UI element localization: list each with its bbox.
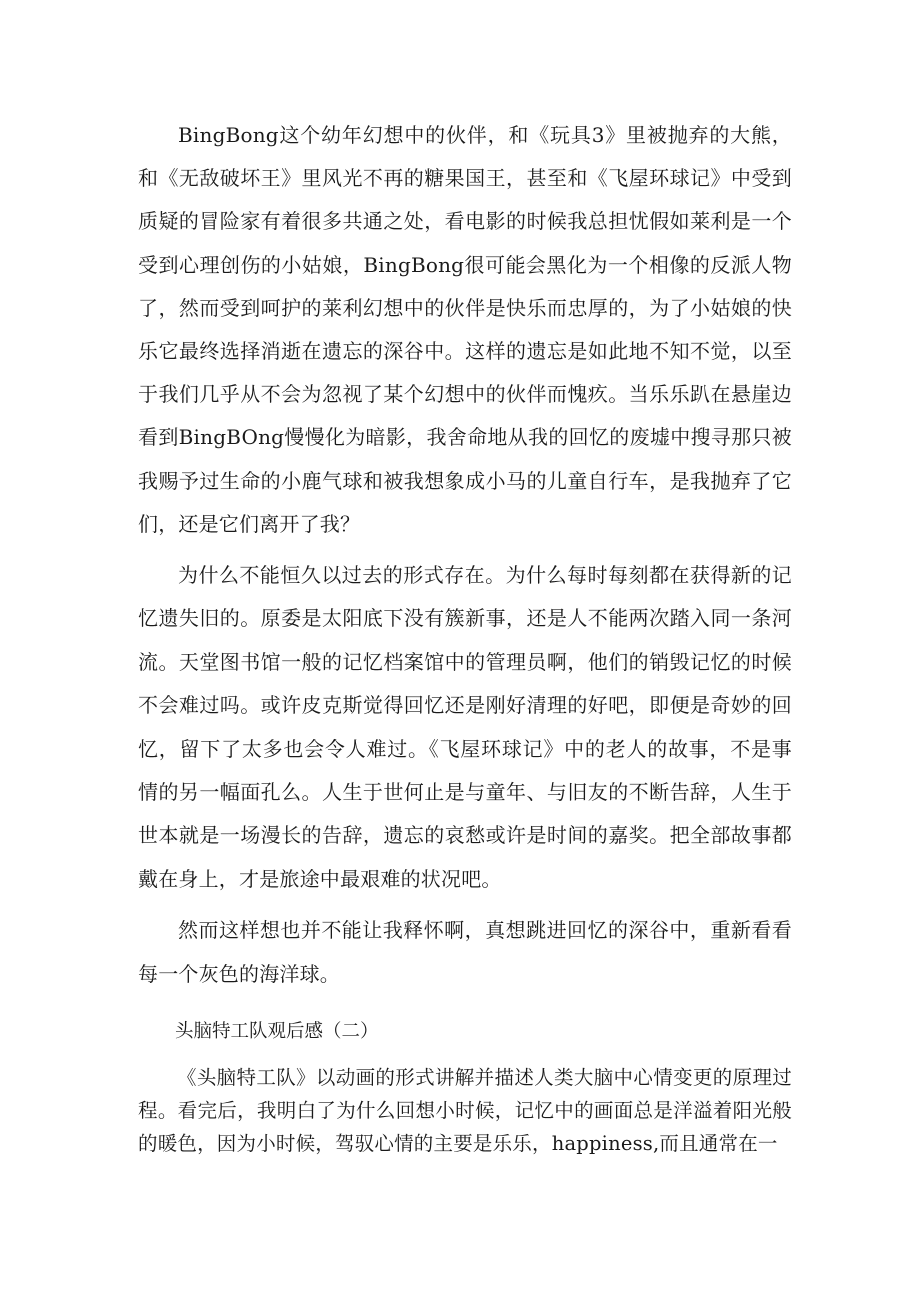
paragraph-inside-out: 《头脑特工队》以动画的形式讲解并描述人类大脑中心情变更的原理过程。看完后，我明白了为什么回想小时候，记忆中的画面总是洋溢着阳光般的暖色，因为小时候，驾驭心情的主要是乐乐，happiness,而且通常在一 <box>138 1066 792 1156</box>
paragraph-release: 然而这样想也并不能让我释怀啊，真想跳进回忆的深谷中，重新看看每一个灰色的海洋球。 <box>138 918 792 986</box>
paragraph-bingbong: BingBong这个幼年幻想中的伙伴，和《玩具3》里被抛弃的大熊，和《无敌破坏王》里风光不再的糖果国王，甚至和《飞屋环球记》中受到质疑的冒险家有着很多共通之处，看电影的时候我总担忧假如莱利是一个受到心理创伤的小姑娘，BingBong很可能会黑化为一个相像的反派人物了，然而受到呵护的莱利幻想中的伙伴是快乐而忠厚的，为了小姑娘的快乐它最终选择消逝在遗忘的深谷中。这样的遗忘是如此地不知不觉，以至于我们几乎从不会为忽视了某个幻想中的伙伴而愧疚。当乐乐趴在悬崖边看到BingBOng慢慢化为暗影，我舍命地从我的回忆的废墟中搜寻那只被我赐予过生命的小鹿气球和被我想象成小马的儿童自行车，是我抛弃了它们，还是它们离开了我？ <box>138 123 792 536</box>
document-page <box>138 114 792 1160</box>
paragraph-memory: 为什么不能恒久以过去的形式存在。为什么每时每刻都在获得新的记忆遗失旧的。原委是太阳底下没有簇新事，还是人不能两次踏入同一条河流。天堂图书馆一般的记忆档案馆中的管理员啊，他们的销毁记忆的时候不会难过吗。或许皮克斯觉得回忆还是刚好清理的好吧，即便是奇妙的回忆，留下了太多也会令人难过。《飞屋环球记》中的老人的故事，不是事情的另一幅面孔么。人生于世何止是与童年、与旧友的不断告辞，人生于世本就是一场漫长的告辞，遗忘的哀愁或许是时间的嘉奖。把全部故事都戴在身上，才是旅途中最艰难的状况吧。 <box>138 563 792 891</box>
section-heading: 头脑特工队观后感（二） <box>175 1021 379 1043</box>
